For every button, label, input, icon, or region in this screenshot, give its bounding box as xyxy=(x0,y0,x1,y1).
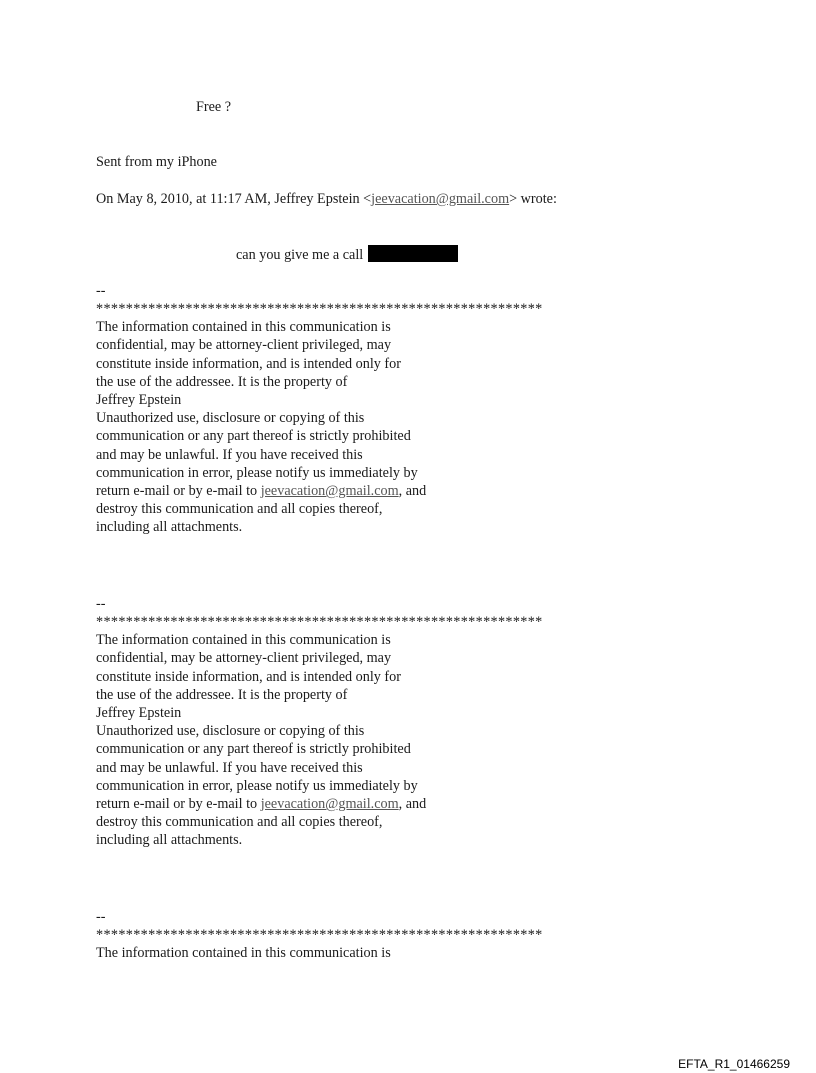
disclaimer-line: destroy this communication and all copies thereof, xyxy=(96,501,383,518)
disclaimer-line: and may be unlawful. If you have received this xyxy=(96,446,363,463)
quote-header-email-link[interactable]: jeevacation@gmail.com xyxy=(371,191,510,207)
return-suffix: , and xyxy=(398,796,427,813)
disclaimer-line: the use of the addressee. It is the property of xyxy=(96,373,348,390)
separator-dash: -- xyxy=(96,283,106,299)
disclaimer-block xyxy=(96,282,576,537)
redaction-box xyxy=(368,245,458,262)
disclaimer-line: Unauthorized use, disclosure or copying of this xyxy=(96,723,365,740)
disclaimer-line: communication or any part thereof is strictly prohibited xyxy=(96,428,411,445)
disclaimer-line: communication or any part thereof is strictly prohibited xyxy=(96,741,411,758)
disclaimer-line: constitute inside information, and is intended only for xyxy=(96,355,401,372)
disclaimer-line: including all attachments. xyxy=(96,832,243,849)
disclaimer-line: destroy this communication and all copies thereof, xyxy=(96,814,383,831)
document-id: EFTA_R1_01466259 xyxy=(678,1057,790,1071)
disclaimer-line: the use of the addressee. It is the property of xyxy=(96,686,348,703)
disclaimer-line: constitute inside information, and is intended only for xyxy=(96,668,401,685)
quote-header-suffix: > wrote: xyxy=(509,191,557,207)
quoted-message-text: can you give me a call xyxy=(236,247,364,263)
disclaimer-line: Unauthorized use, disclosure or copying of this xyxy=(96,410,365,427)
disclaimer-line: confidential, may be attorney-client privileged, may xyxy=(96,337,392,354)
quoted-message xyxy=(236,245,458,264)
disclaimer-block xyxy=(96,908,576,962)
separator-dash: -- xyxy=(96,909,106,925)
disclaimer-block xyxy=(96,595,576,850)
disclaimer-line: communication in error, please notify us immediately by xyxy=(96,777,418,794)
separator-stars: ************************************************************ xyxy=(96,301,543,317)
disclaimer-email-link[interactable]: jeevacation@gmail.com xyxy=(260,483,399,500)
disclaimer-line: The information contained in this communication is xyxy=(96,945,391,962)
reply-text: Free ? xyxy=(196,99,232,115)
disclaimer-line: Jeffrey Epstein xyxy=(96,392,182,409)
disclaimer-line: The information contained in this communication is xyxy=(96,632,391,649)
disclaimer-line: communication in error, please notify us immediately by xyxy=(96,464,418,481)
return-prefix: return e-mail or by e-mail to xyxy=(96,483,261,500)
signature-text: Sent from my iPhone xyxy=(96,154,217,170)
disclaimer-line: including all attachments. xyxy=(96,519,243,536)
disclaimer-return-line xyxy=(96,795,576,813)
disclaimer-email-link[interactable]: jeevacation@gmail.com xyxy=(260,796,399,813)
disclaimer-line: and may be unlawful. If you have received this xyxy=(96,759,363,776)
disclaimer-line: confidential, may be attorney-client privileged, may xyxy=(96,650,392,667)
disclaimer-line: Jeffrey Epstein xyxy=(96,705,182,722)
return-suffix: , and xyxy=(398,483,427,500)
return-prefix: return e-mail or by e-mail to xyxy=(96,796,261,813)
disclaimer-return-line xyxy=(96,482,576,500)
separator-dash: -- xyxy=(96,596,106,612)
quote-header-prefix: On May 8, 2010, at 11:17 AM, Jeffrey Epstein < xyxy=(96,191,372,207)
separator-stars: ************************************************************ xyxy=(96,927,543,943)
quote-header xyxy=(96,190,557,208)
disclaimer-line: The information contained in this communication is xyxy=(96,319,391,336)
separator-stars: ************************************************************ xyxy=(96,614,543,630)
